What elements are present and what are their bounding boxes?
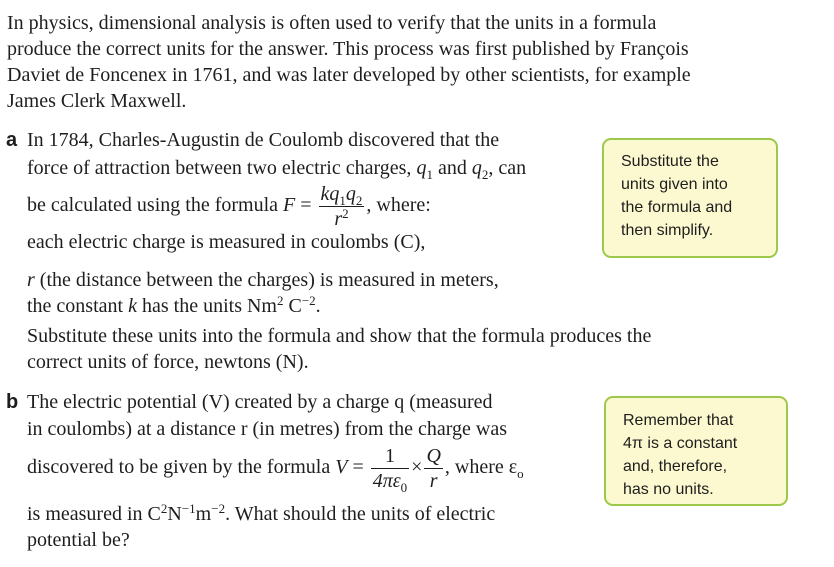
part-a-line-8: correct units of force, newtons (N). (27, 351, 309, 373)
question-label-a: a (6, 129, 18, 151)
tip-b-line-3: and, therefore, (623, 458, 728, 475)
part-a-line-3: be calculated using the formula F = $\frac{kq_1q_2}{r^2}$ , where: (27, 182, 431, 230)
part-b-line-3: discovered to be given by the formula V = $\frac{1}{4\pi\varepsilon_0}$ × $\frac{Q}{r}$ , where $\varepsilon_o$ (27, 444, 524, 495)
tip-b-line-1: Remember that (623, 412, 734, 429)
intro-line-4: James Clerk Maxwell. (7, 90, 187, 112)
part-b-line-1: The electric potential (V) created by a charge q (measured (27, 391, 493, 413)
tip-a-line-3: the formula and (621, 199, 733, 216)
tip-b-line-2: 4π is a constant (623, 435, 738, 452)
part-a-line-6: the constant k has the units Nm$^2$ $C^{-2}$. (27, 293, 321, 317)
potential-formula-fraction-1: $\frac{1}{4\pi\varepsilon_0}$ (372, 444, 408, 495)
part-a-line-1: In 1784, Charles-Augustin de Coulomb discovered that the (27, 129, 500, 151)
tip-box-a (602, 138, 778, 258)
intro-line-1: In physics, dimensional analysis is often used to verify that the units in a formula (7, 12, 657, 34)
tip-b-line-4: has no units. (623, 481, 714, 498)
potential-formula-fraction-2: $\frac{Q}{r}$ (426, 444, 441, 492)
tip-a-line-2: units given into (621, 176, 728, 193)
part-b-line-4: is measured in $C^2N^{-1}m^{-2}$. What should the units of electric (27, 501, 496, 525)
part-a-line-7: Substitute these units into the formula and show that the formula produces the (27, 325, 652, 347)
tip-a-line-1: Substitute the (621, 153, 719, 170)
tip-box-b (604, 396, 788, 506)
tip-a-line-4: then simplify. (621, 222, 714, 239)
intro-line-3: Daviet de Foncenex in 1761, and was later developed by other scientists, for example (7, 64, 691, 86)
intro-line-2: produce the correct units for the answer. This process was first published by François (7, 38, 689, 60)
part-a-line-5: r (the distance between the charges) is measured in meters, (27, 269, 499, 291)
part-a-line-2: force of attraction between two electric charges, $q_1$ and $q_2$, can (27, 157, 527, 182)
part-b-line-5: potential be? (27, 529, 130, 551)
part-b-line-2: in coulombs) at a distance r (in metres) from the charge was (27, 418, 508, 440)
part-a-line-4: each electric charge is measured in coulombs (C), (27, 231, 426, 253)
question-label-b: b (6, 391, 19, 413)
coulomb-formula-fraction: $\frac{kq_1q_2}{r^2}$ (320, 182, 363, 230)
